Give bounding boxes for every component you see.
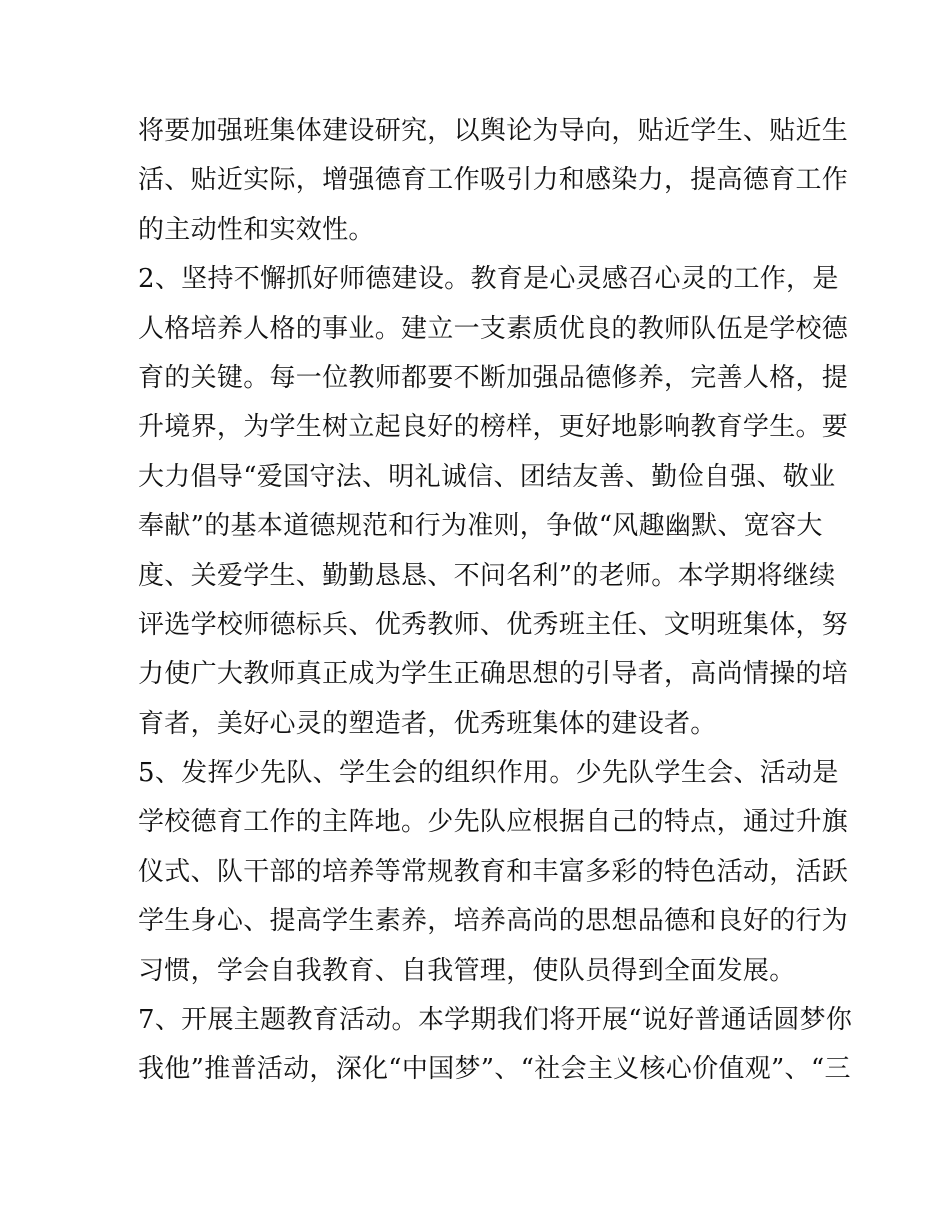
text-line: 学校德育工作的主阵地。少先队应根据自己的特点，通过升旗 xyxy=(138,807,849,838)
text-line: 7、开展主题教育活动。本学期我们将开展“说好普通话圆梦你 xyxy=(138,1005,853,1036)
text-line: 大力倡导“爱国守法、明礼诚信、团结友善、勤俭自强、敬业 xyxy=(138,461,836,492)
text-line: 力使广大教师真正成为学生正确思想的引导者，高尚情操的培 xyxy=(138,659,849,690)
text-line: 评选学校师德标兵、优秀教师、优秀班主任、文明班集体，努 xyxy=(138,609,849,640)
text-line: 的主动性和实效性。 xyxy=(138,214,375,245)
text-line: 将要加强班集体建设研究，以舆论为导向，贴近学生、贴近生 xyxy=(138,116,849,146)
text-line: 5、发挥少先队、学生会的组织作用。少先队学生会、活动是 xyxy=(138,758,839,789)
text-line: 习惯，学会自我教育、自我管理，使队员得到全面发展。 xyxy=(138,955,796,986)
text-line: 育的关键。每一位教师都要不断加强品德修养，完善人格，提 xyxy=(138,362,849,393)
text-line: 奉献”的基本道德规范和行为准则，争做“风趣幽默、宽容大 xyxy=(138,511,823,542)
text-line: 学生身心、提高学生素养，培养高尚的思想品德和良好的行为 xyxy=(138,906,849,937)
document-body xyxy=(138,107,853,1095)
text-line: 活、贴近实际，增强德育工作吸引力和感染力，提高德育工作 xyxy=(138,165,849,196)
text-line: 人格培养人格的事业。建立一支素质优良的教师队伍是学校德 xyxy=(138,313,849,344)
text-line: 2、坚持不懈抓好师德建设。教育是心灵感召心灵的工作，是 xyxy=(138,264,839,295)
text-line: 升境界，为学生树立起良好的榜样，更好地影响教育学生。要 xyxy=(138,412,849,443)
text-line: 育者，美好心灵的塑造者，优秀班集体的建设者。 xyxy=(138,708,717,739)
text-line: 仪式、队干部的培养等常规教育和丰富多彩的特色活动，活跃 xyxy=(138,856,849,887)
text-line: 我他”推普活动，深化“中国梦”、“社会主义核心价值观”、“三 xyxy=(138,1054,851,1085)
text-line: 度、关爱学生、勤勤恳恳、不问名利”的老师。本学期将继续 xyxy=(138,560,836,591)
